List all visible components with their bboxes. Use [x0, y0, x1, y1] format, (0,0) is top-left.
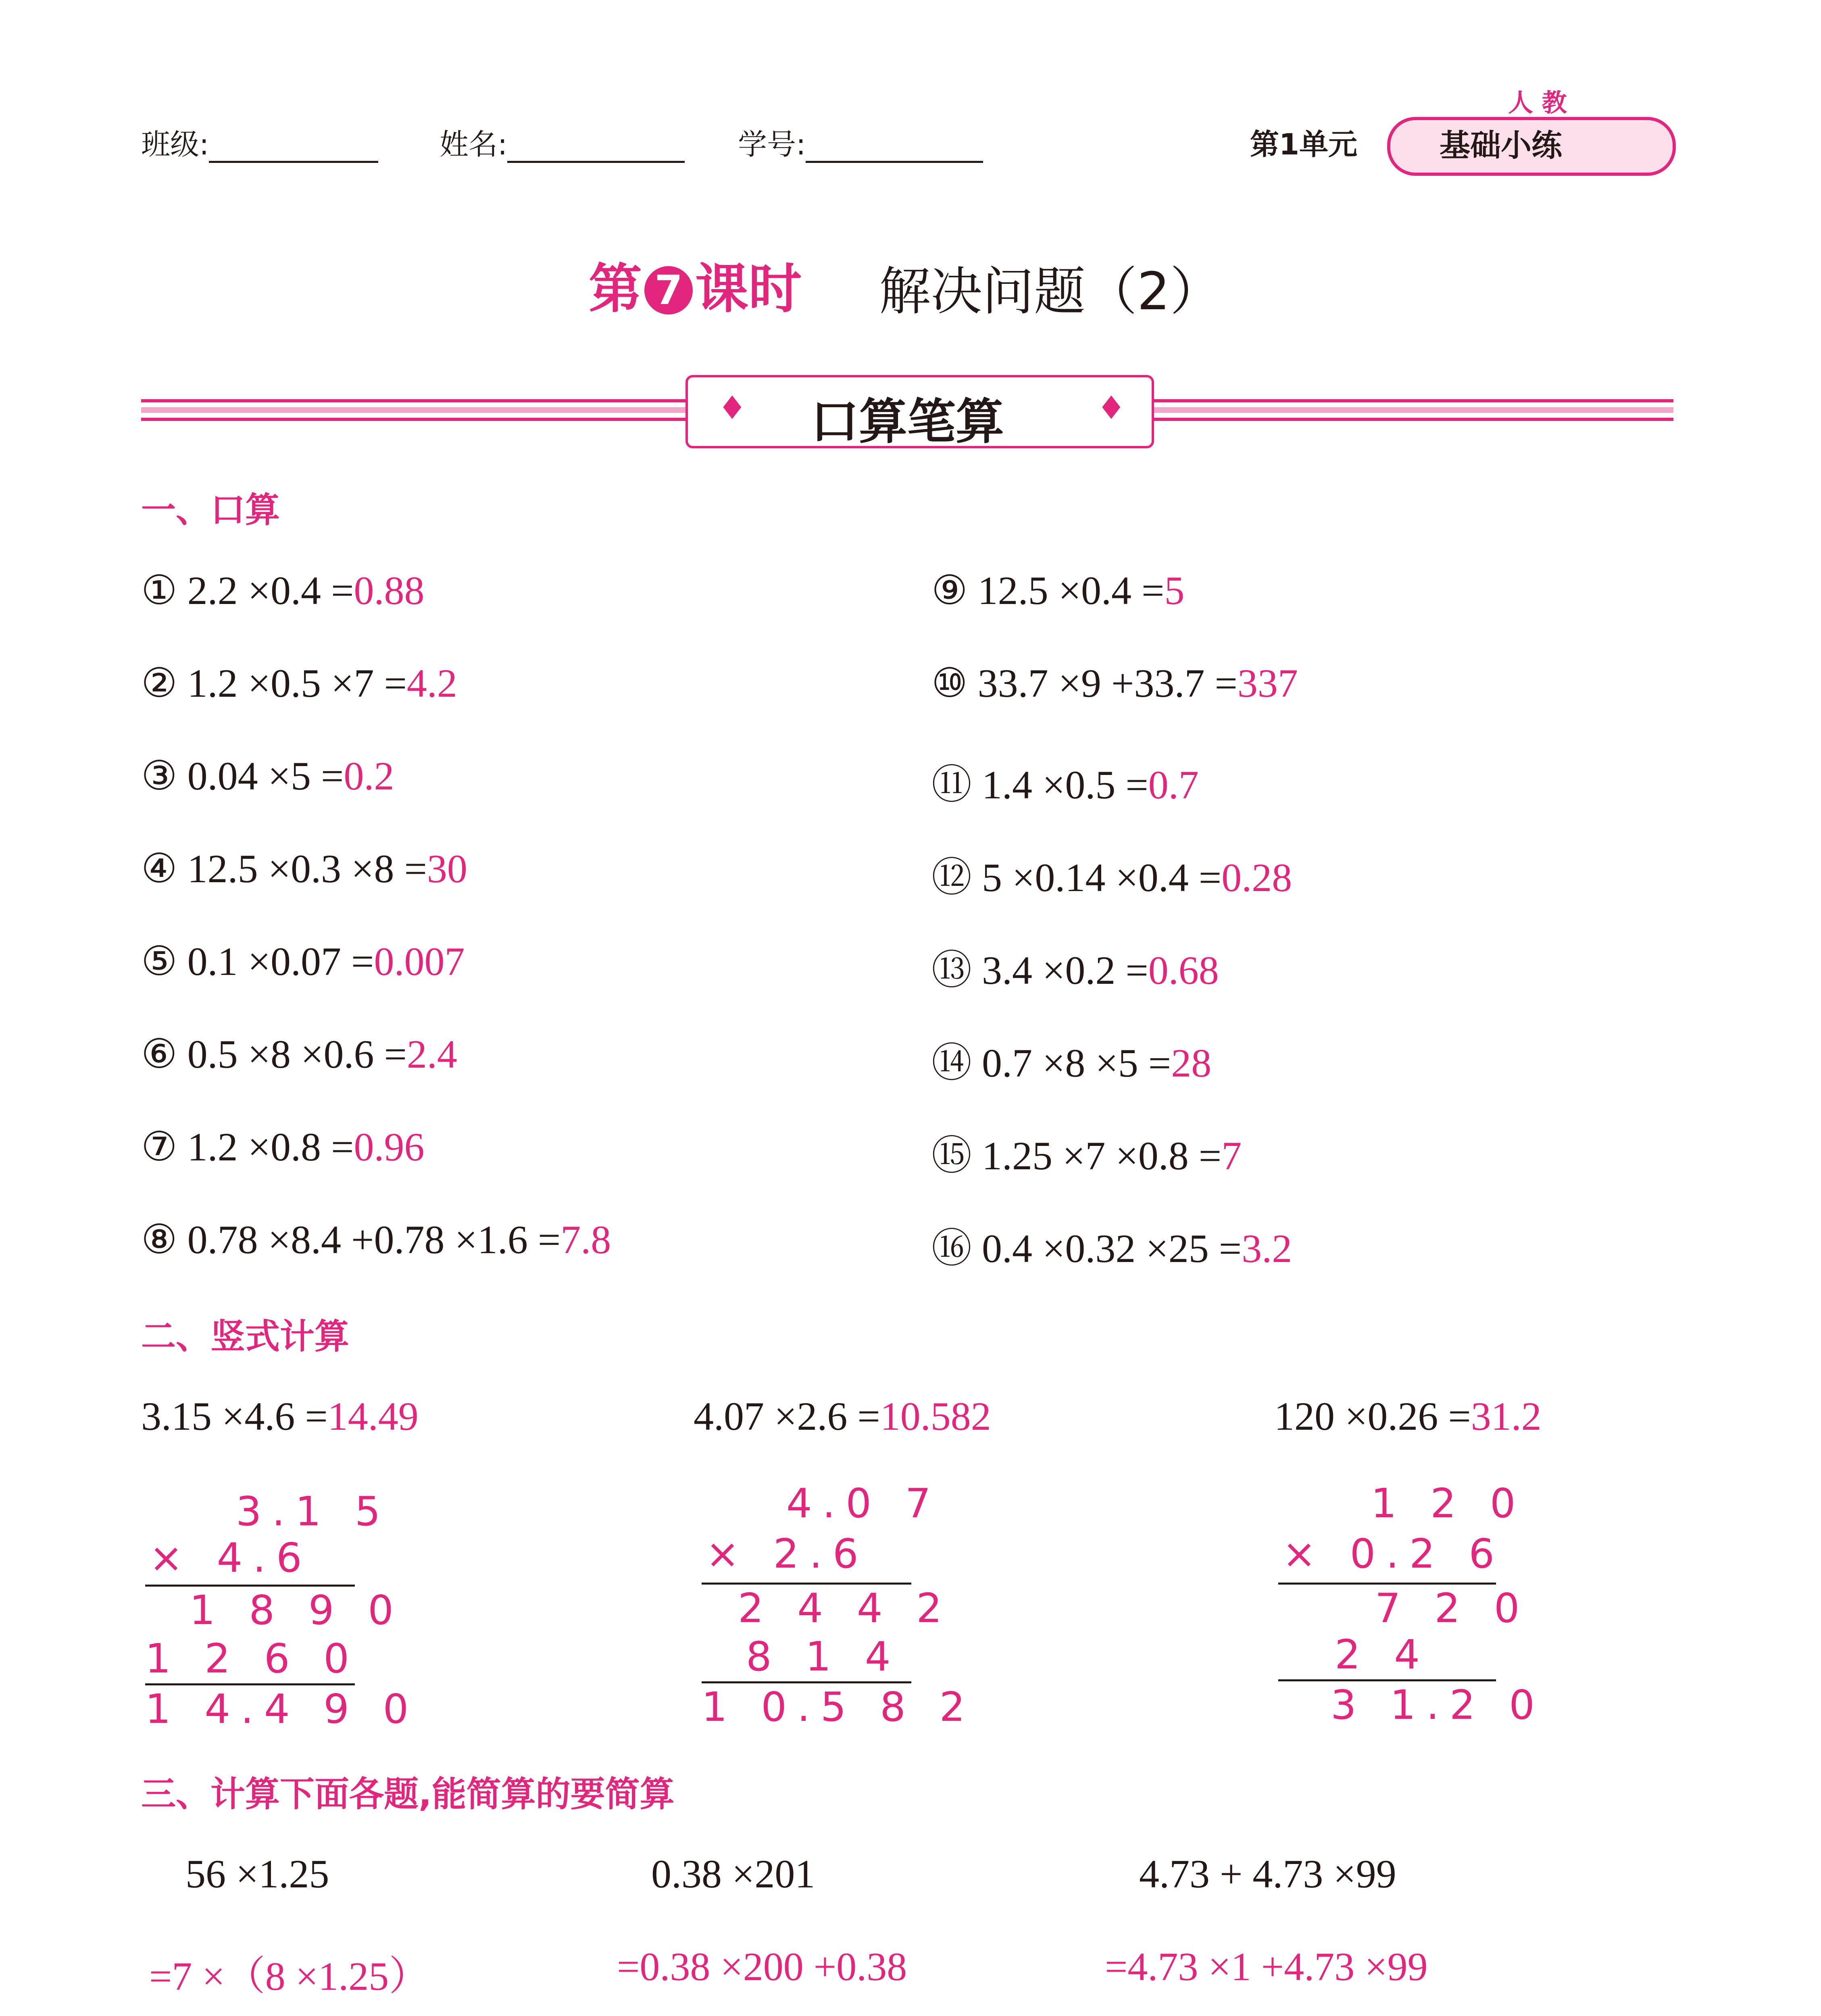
- item-question: 2.2 ×0.4 =: [187, 568, 354, 613]
- item-answer: 5: [1164, 568, 1185, 613]
- vertical-row: 1 2 6 0: [145, 1635, 360, 1682]
- vertical-problem-equation: [694, 1393, 991, 1439]
- item-answer: 30: [427, 846, 467, 891]
- item-answer: 0.7: [1148, 762, 1199, 807]
- item-question: 12.5 ×0.3 ×8 =: [187, 846, 427, 891]
- equation-answer: 31.2: [1471, 1394, 1542, 1439]
- banner-title: 口算笔算: [810, 394, 1004, 450]
- item-number: ③: [141, 754, 177, 798]
- vertical-row: 3.1 5: [236, 1488, 391, 1535]
- id-label: 学号:: [738, 127, 806, 161]
- vertical-row: 2 4: [1335, 1631, 1431, 1678]
- item-question: 1.2 ×0.8 =: [187, 1125, 354, 1169]
- oral-item: [141, 659, 457, 706]
- equation-answer: 10.582: [880, 1394, 991, 1439]
- item-number: ⑯: [931, 1226, 972, 1271]
- simplify-step: =0.38 ×200 +0.38: [617, 1944, 907, 1989]
- vertical-problem-equation: [1274, 1393, 1542, 1439]
- class-blank[interactable]: [209, 133, 378, 163]
- item-question: 1.25 ×7 ×0.8 =: [982, 1133, 1222, 1178]
- item-answer: 0.2: [344, 754, 394, 798]
- equation-question: 120 ×0.26 =: [1274, 1394, 1471, 1439]
- item-number: ⑫: [931, 855, 972, 900]
- item-number: ⑬: [931, 948, 972, 993]
- item-question: 33.7 ×9 +33.7 =: [977, 661, 1238, 706]
- oral-item: [141, 845, 467, 892]
- oral-item: [931, 566, 1184, 614]
- item-answer: 7: [1221, 1133, 1242, 1178]
- oral-item: [141, 752, 394, 799]
- diamond-icon: ♦: [1097, 389, 1126, 427]
- oral-item: [931, 659, 1298, 706]
- item-question: 0.4 ×0.32 ×25 =: [982, 1226, 1242, 1271]
- oral-item: [931, 1123, 1242, 1181]
- equation-question: 4.07 ×2.6 =: [694, 1394, 880, 1439]
- item-answer: 4.2: [406, 661, 457, 706]
- item-number: ⑤: [141, 939, 177, 984]
- section1-heading: 一、口算: [141, 490, 280, 530]
- item-answer: 0.96: [354, 1125, 425, 1169]
- section2-heading: 二、竖式计算: [141, 1316, 349, 1357]
- item-answer: 28: [1171, 1041, 1212, 1085]
- id-blank[interactable]: [806, 133, 983, 163]
- vertical-row: 1 2 0: [1371, 1480, 1526, 1527]
- vertical-row: 1 0.5 8 2: [702, 1683, 976, 1731]
- oral-item: [931, 752, 1199, 810]
- item-question: 0.1 ×0.07 =: [187, 939, 374, 984]
- page-title: 解决问题（2）: [879, 262, 1222, 322]
- item-answer: 2.4: [406, 1032, 457, 1077]
- lesson-prefix: 第: [589, 258, 642, 320]
- vertical-row: × 0.2 6: [1282, 1530, 1505, 1577]
- class-label: 班级:: [141, 127, 209, 161]
- vertical-row: 1 8 9 0: [190, 1587, 404, 1634]
- item-question: 0.04 ×5 =: [187, 754, 344, 798]
- item-question: 1.2 ×0.5 ×7 =: [187, 661, 407, 706]
- equation-answer: 14.49: [327, 1394, 419, 1439]
- brand-top-text: 人 教: [1508, 88, 1567, 117]
- oral-item: [931, 1030, 1211, 1088]
- simplify-question: 56 ×1.25: [185, 1851, 329, 1896]
- item-question: 0.7 ×8 ×5 =: [982, 1041, 1171, 1085]
- item-number: ⑮: [931, 1133, 972, 1178]
- vertical-row: 3 1.2 0: [1331, 1681, 1545, 1729]
- oral-item: [141, 1030, 457, 1077]
- item-answer: 0.68: [1148, 948, 1219, 993]
- item-answer: 7.8: [560, 1217, 611, 1262]
- item-answer: 0.007: [374, 939, 465, 984]
- oral-item: [141, 566, 424, 614]
- vertical-problem-equation: [141, 1393, 419, 1439]
- brand-text: 基础小练: [1440, 127, 1562, 163]
- name-field: [440, 121, 685, 163]
- section3-heading: 三、计算下面各题,能简算的要简算: [141, 1774, 675, 1814]
- simplify-step: =7 ×（8 ×1.25）: [149, 1954, 429, 1999]
- item-number: ⑪: [931, 762, 972, 807]
- item-number: ②: [141, 661, 177, 706]
- item-question: 12.5 ×0.4 =: [977, 568, 1165, 613]
- vertical-row: 7 2 0: [1375, 1585, 1530, 1632]
- simplify-question: 4.73 + 4.73 ×99: [1139, 1851, 1396, 1896]
- unit-label: 第1单元: [1250, 127, 1358, 161]
- item-number: ⑩: [931, 661, 968, 706]
- simplify-step: =4.73 ×1 +4.73 ×99: [1105, 1944, 1428, 1989]
- item-number: ⑦: [141, 1125, 177, 1169]
- oral-item: [141, 1123, 424, 1170]
- lesson-suffix: 课时: [695, 258, 802, 320]
- oral-item: [141, 937, 465, 985]
- item-question: 0.78 ×8.4 +0.78 ×1.6 =: [187, 1217, 561, 1262]
- equation-question: 3.15 ×4.6 =: [141, 1394, 328, 1439]
- item-number: ⑧: [141, 1217, 177, 1262]
- diamond-icon: ♦: [718, 389, 747, 427]
- item-number: ④: [141, 846, 177, 891]
- lesson-number: 7: [644, 266, 693, 314]
- class-field: [141, 121, 378, 163]
- item-number: ⑭: [931, 1041, 972, 1085]
- oral-item: [931, 1216, 1292, 1274]
- item-question: 1.4 ×0.5 =: [982, 762, 1148, 807]
- item-answer: 0.28: [1221, 855, 1292, 900]
- oral-item: [931, 937, 1219, 996]
- item-question: 0.5 ×8 ×0.6 =: [187, 1032, 407, 1077]
- name-label: 姓名:: [440, 127, 508, 161]
- student-id-field: [738, 121, 983, 163]
- oral-item: [141, 1216, 611, 1263]
- vertical-row: 2 4 4 2: [738, 1585, 952, 1632]
- lesson-label: [589, 246, 802, 323]
- item-answer: 0.88: [354, 568, 425, 613]
- item-number: ⑥: [141, 1032, 177, 1077]
- vertical-row: 1 4.4 9 0: [145, 1685, 419, 1733]
- vertical-row: × 2.6: [706, 1530, 869, 1577]
- name-blank[interactable]: [507, 133, 685, 163]
- item-number: ①: [141, 568, 177, 613]
- item-answer: 337: [1237, 661, 1298, 706]
- vertical-row: 4.0 7: [786, 1480, 942, 1527]
- simplify-question: 0.38 ×201: [651, 1851, 815, 1896]
- item-answer: 3.2: [1242, 1226, 1292, 1271]
- item-question: 5 ×0.14 ×0.4 =: [982, 855, 1222, 900]
- vertical-row: 8 1 4: [746, 1633, 901, 1680]
- oral-item: [931, 845, 1292, 903]
- item-question: 3.4 ×0.2 =: [982, 948, 1148, 993]
- item-number: ⑨: [931, 568, 968, 613]
- vertical-row: × 4.6: [149, 1534, 313, 1581]
